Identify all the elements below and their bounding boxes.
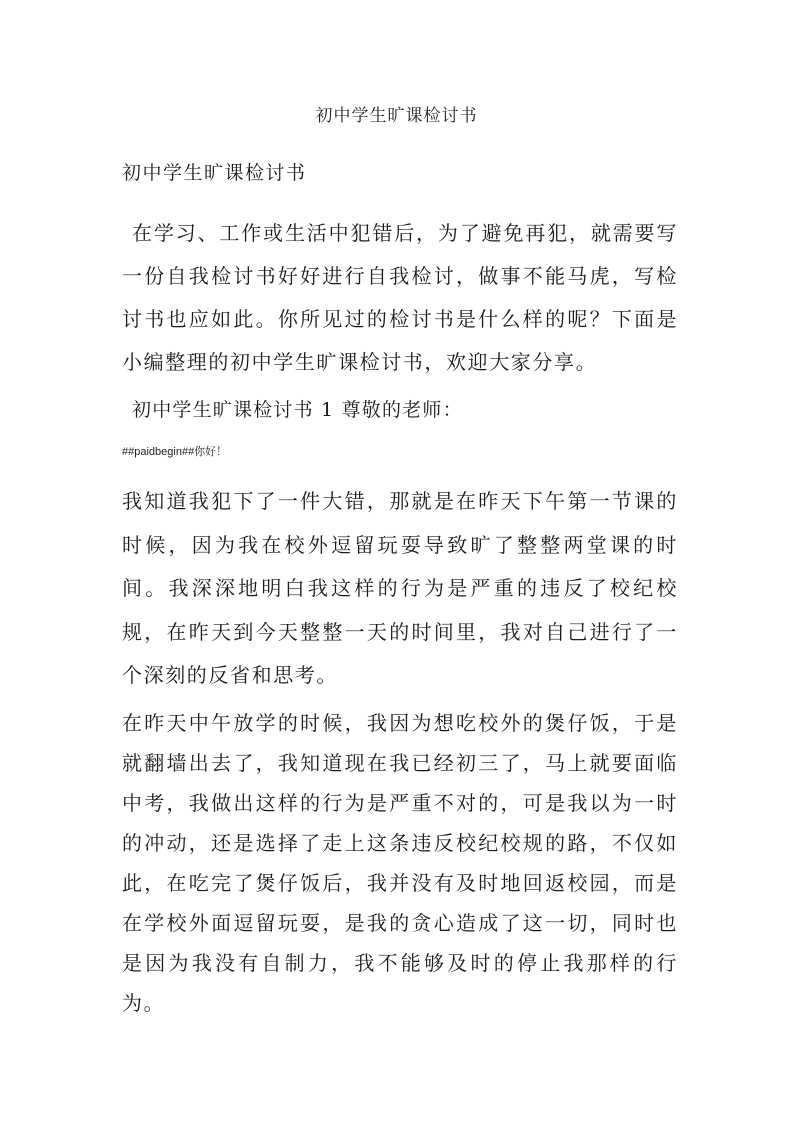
intro-paragraph: 在学习、工作或生活中犯错后，为了避免再犯，就需要写一份自我检讨书好好进行自我检讨，做事不能马虎，写检讨书也应如此。你所见过的检讨书是什么样的呢？下面是小编整理的初中学生旷课检讨书，欢迎大家分享。 (122, 221, 678, 374)
paid-marker-text: ##paidbegin##你好！ (122, 446, 228, 458)
section-heading: 初中学生旷课检讨书 1 尊敬的老师： (132, 399, 463, 421)
document-subtitle: 初中学生旷课检讨书 (122, 162, 307, 184)
body-paragraph-1: 我知道我犯下了一件大错，那就是在昨天下午第一节课的时候，因为我在校外逗留玩耍导致旷了整整两堂课的时间。我深深地明白我这样的行为是严重的违反了校纪校规，在昨天到今天整整一天的时间里，我对自己进行了一个深刻的反省和思考。 (122, 489, 678, 687)
document-title: 初中学生旷课检讨书 (315, 106, 478, 126)
body-paragraph-2: 在昨天中午放学的时候，我因为想吃校外的煲仔饭，于是就翻墙出去了，我知道现在我已经初三了，马上就要面临中考，我做出这样的行为是严重不对的，可是我以为一时的冲动，还是选择了走上这条违反校纪校规的路，不仅如此，在吃完了煲仔饭后，我并没有及时地回返校园，而是在学校外面逗留玩耍，是我的贪心造成了这一切，同时也是因为我没有自制力，我不能够及时的停止我那样的行为。 (122, 711, 678, 1015)
